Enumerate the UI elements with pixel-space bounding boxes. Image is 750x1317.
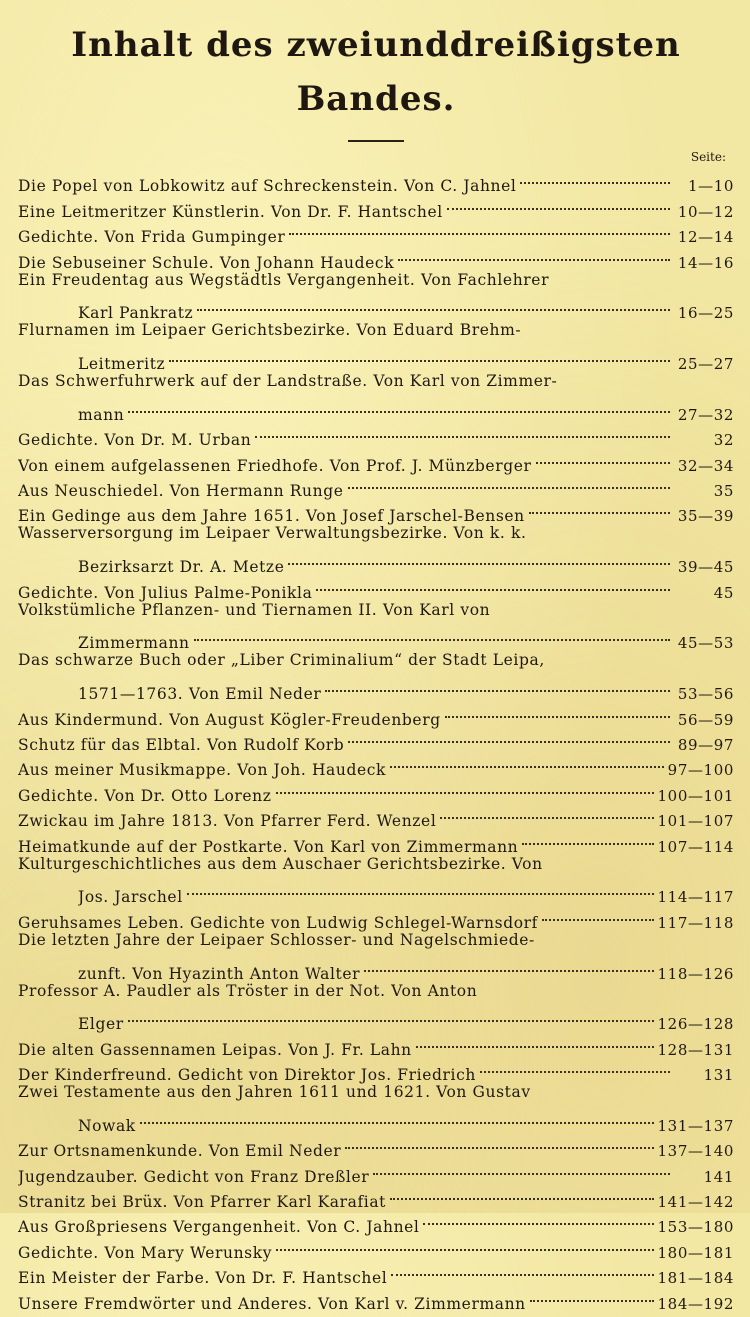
toc-entry-text: Kulturgeschichtliches aus dem Auschaer Gerichtsbezirke. Von [18, 854, 543, 873]
toc-entry [18, 420, 734, 450]
toc-entry-text: 1571—1763. Von Emil Neder [78, 685, 322, 704]
dot-leader [520, 166, 670, 191]
toc-entry-text: Ein Meister der Farbe. Von Dr. F. Hantschel [18, 1269, 388, 1288]
toc-entry [18, 318, 734, 374]
toc-entry-pages: 118—126 [657, 964, 734, 983]
toc-entry-line [18, 420, 734, 450]
page-column-header: Seite: [690, 150, 726, 164]
toc-entry [18, 521, 734, 577]
dot-leader [289, 217, 670, 242]
toc-entry-pages: 32 [713, 431, 734, 450]
toc-entry [18, 369, 734, 424]
toc-entry-text: Eine Leitmeritzer Künstlerin. Von Dr. F. Hantschel [18, 202, 443, 221]
toc-entry-text: Nowak [78, 1116, 136, 1135]
toc-entry-text: Die Popel von Lobkowitz auf Schreckenstein. Von C. Jahnel [18, 177, 517, 196]
toc-entry-text: Leitmeritz [78, 355, 166, 374]
toc-entry-text: Stranitz bei Brüx. Von Pfarrer Karl Karafiat [18, 1193, 387, 1212]
dot-leader [390, 1182, 654, 1207]
title-divider [348, 140, 404, 142]
toc-entry-text: Wasserversorgung im Leipaer Verwaltungsbezirke. Von k. k. [18, 524, 527, 543]
toc-entry-pages: 141—142 [657, 1193, 734, 1212]
dot-leader [390, 750, 664, 775]
toc-entry-line [18, 877, 734, 907]
toc-entry-text: Aus Neuschiedel. Von Hermann Runge [18, 482, 344, 501]
dot-leader [530, 1283, 654, 1308]
toc-entry-line [18, 953, 734, 983]
toc-entry-pages: 184—192 [657, 1294, 734, 1313]
toc-entry-line [18, 1004, 734, 1034]
dot-leader [480, 1055, 670, 1080]
dot-leader [445, 699, 670, 724]
toc-entry-text: Die letzten Jahre der Leipaer Schlosser- und Nagelschmiede- [18, 930, 535, 949]
toc-entry [18, 1080, 734, 1135]
toc-entry-text: Flurnamen im Leipaer Gerichtsbezirke. Von Eduard Brehm- [18, 321, 522, 340]
toc-entry-pages: 25—27 [677, 355, 734, 374]
toc-entry-pages: 128—131 [657, 1040, 734, 1059]
toc-entry-text: Gedichte. Von Julius Palme-Ponikla [18, 583, 313, 602]
toc-entry-text: Ein Freudentag aus Wegstädtls Vergangenheit. Von Fachlehrer [18, 270, 550, 289]
toc-entry-pages: 16—25 [677, 304, 734, 323]
dot-leader [391, 1258, 653, 1283]
dot-leader [348, 725, 670, 750]
toc-entry-text: Geruhsames Leben. Gedichte von Ludwig Schlegel-Warnsdorf [18, 913, 538, 932]
toc-entry-pages: 56—59 [677, 710, 734, 729]
dot-leader [522, 826, 653, 851]
toc-entry-line [18, 928, 734, 953]
toc-entry-pages: 27—32 [677, 405, 734, 424]
toc-entry-line [18, 1080, 734, 1105]
toc-entry-text: Jugendzauber. Gedicht von Franz Dreßler [18, 1167, 370, 1186]
toc-entry-text: Aus Großpriesens Vergangenheit. Von C. Jahnel [18, 1218, 420, 1237]
toc-entry-pages: 32—34 [677, 456, 734, 475]
toc-entry-line [18, 623, 734, 653]
toc-entry-line [18, 979, 734, 1004]
toc-entry-text: Heimatkunde auf der Postkarte. Von Karl von Zimmermann [18, 837, 519, 856]
toc-entry-pages: 35—39 [677, 507, 734, 526]
toc-entry-line [18, 521, 734, 546]
toc-entry-text: Das schwarze Buch oder „Liber Criminalium“ der Stadt Leipa, [18, 651, 545, 670]
toc-entry-text: mann [78, 405, 125, 424]
toc-entry-line [18, 1029, 734, 1059]
dot-leader [128, 1004, 654, 1029]
dot-leader [398, 242, 670, 267]
toc-entry-text: zunft. Von Hyazinth Anton Walter [78, 964, 361, 983]
toc-entry-text: Gedichte. Von Frida Gumpinger [18, 228, 286, 247]
toc-entry-text: Zwickau im Jahre 1813. Von Pfarrer Ferd. Wenzel [18, 812, 437, 831]
dot-leader [416, 1029, 654, 1054]
toc-entry-pages: 114—117 [657, 888, 734, 907]
toc-entry-pages: 45 [713, 583, 734, 602]
toc-entry-line [18, 318, 734, 343]
toc-entry-pages: 35 [713, 482, 734, 501]
toc-entry-pages: 14—16 [677, 253, 734, 272]
toc-entry-text: Schutz für das Elbtal. Von Rudolf Korb [18, 735, 345, 754]
toc-entry-pages: 53—56 [677, 685, 734, 704]
toc-entry-line [18, 268, 734, 293]
toc-entry-text: Gedichte. Von Dr. Otto Lorenz [18, 786, 272, 805]
toc-entry-text: Die Sebuseiner Schule. Von Johann Haudeck [18, 253, 395, 272]
toc-entry [18, 648, 734, 704]
toc-entry-text: Karl Pankratz [78, 304, 194, 323]
toc-entry [18, 598, 734, 653]
toc-entry-pages: 101—107 [657, 812, 734, 831]
page-title: Inhalt des zweiunddreißigsten Bandes. [71, 25, 681, 119]
dot-leader [364, 953, 653, 978]
toc-entry-text: Jos. Jarschel [78, 888, 183, 907]
toc-entry-text: Ein Gedinge aus dem Jahre 1651. Von Josef Jarschel-Bensen [18, 507, 525, 526]
toc-entry-pages: 180—181 [657, 1243, 734, 1262]
toc-entry-pages: 1—10 [687, 177, 734, 196]
toc-entry-line [18, 395, 734, 424]
toc-entry-text: Gedichte. Von Mary Werunsky [18, 1243, 273, 1262]
dot-leader [128, 395, 670, 420]
toc-entry-line [18, 166, 734, 196]
toc-entry-text: Das Schwerfuhrwerk auf der Landstraße. Von Karl von Zimmer- [18, 372, 558, 391]
toc-entry-line [18, 852, 734, 877]
dot-leader [194, 623, 670, 648]
toc-entry-line [18, 598, 734, 623]
toc-entry-pages: 12—14 [677, 228, 734, 247]
toc-entry-line [18, 344, 734, 374]
toc-entry-line [18, 674, 734, 704]
toc-entry [18, 166, 734, 196]
toc-entry-line [18, 648, 734, 673]
dot-leader [197, 293, 670, 318]
toc-entry-line [18, 547, 734, 577]
dot-leader [345, 1131, 653, 1156]
toc-entry-pages: 10—12 [677, 202, 734, 221]
toc-entry-text: Zwei Testamente aus den Jahren 1611 und 1621. Von Gustav [18, 1083, 531, 1102]
dot-leader [325, 674, 670, 699]
toc-entry-text: Elger [78, 1015, 124, 1034]
toc-entry-text: Zimmermann [78, 634, 190, 653]
toc-entry-pages: 100—101 [657, 786, 734, 805]
toc-entry-text: Der Kinderfreund. Gedicht von Direktor Jos. Friedrich [18, 1066, 476, 1085]
toc-entry-text: Professor A. Paudler als Tröster in der Not. Von Anton [18, 981, 478, 1000]
toc-entry-text: Aus meiner Musikmappe. Von Joh. Haudeck [18, 761, 387, 780]
toc-entry-pages: 107—114 [657, 837, 734, 856]
dot-leader [187, 877, 654, 902]
toc-entry [18, 1029, 734, 1059]
toc-entry-pages: 137—140 [657, 1142, 734, 1161]
toc-entry-pages: 97—100 [667, 761, 734, 780]
toc-entry-line [18, 1105, 734, 1135]
toc-entry-text: Gedichte. Von Dr. M. Urban [18, 431, 252, 450]
dot-leader [423, 1207, 653, 1232]
toc-entry-pages: 89—97 [677, 735, 734, 754]
toc-entry-pages: 153—180 [657, 1218, 734, 1237]
dot-leader [255, 420, 670, 445]
dot-leader [536, 445, 670, 470]
toc-entry-text: Von einem aufgelassenen Friedhofe. Von Prof. J. Münzberger [18, 456, 532, 475]
toc-entry-text: Zur Ortsnamenkunde. Von Emil Neder [18, 1142, 342, 1161]
dot-leader [288, 547, 670, 572]
dot-leader [529, 496, 670, 521]
toc-entry [18, 268, 734, 323]
toc-entry-pages: 131 [703, 1066, 734, 1085]
toc-entry-text: Unsere Fremdwörter und Anderes. Von Karl v. Zimmermann [18, 1294, 526, 1313]
toc-entry-pages: 126—128 [657, 1015, 734, 1034]
toc-entry-text: Volkstümliche Pflanzen- und Tiernamen II. Von Karl von [18, 600, 491, 619]
toc-entry [18, 928, 734, 983]
dot-leader [169, 344, 670, 369]
dot-leader [447, 191, 670, 216]
toc-entry-line [18, 293, 734, 323]
toc-entry-pages: 141 [703, 1167, 734, 1186]
toc-entry-pages: 181—184 [657, 1269, 734, 1288]
dot-leader [316, 572, 670, 597]
dot-leader [276, 775, 654, 800]
dot-leader [373, 1156, 670, 1181]
dot-leader [276, 1232, 653, 1257]
toc-entry-text: Die alten Gassennamen Leipas. Von J. Fr. Lahn [18, 1040, 412, 1059]
toc-entry-text: Bezirksarzt Dr. A. Metze [78, 558, 285, 577]
toc-entry-pages: 117—118 [657, 913, 734, 932]
toc-entry-pages: 39—45 [677, 558, 734, 577]
dot-leader [140, 1105, 654, 1130]
toc-entry [18, 979, 734, 1034]
toc-entry [18, 852, 734, 907]
table-of-contents [18, 166, 734, 1313]
dot-leader [440, 801, 653, 826]
toc-entry-line [18, 369, 734, 394]
toc-entry-text: Aus Kindermund. Von August Kögler-Freudenberg [18, 710, 441, 729]
toc-entry-pages: 45—53 [677, 634, 734, 653]
dot-leader [542, 902, 654, 927]
toc-entry-pages: 131—137 [657, 1116, 734, 1135]
dot-leader [348, 471, 670, 496]
